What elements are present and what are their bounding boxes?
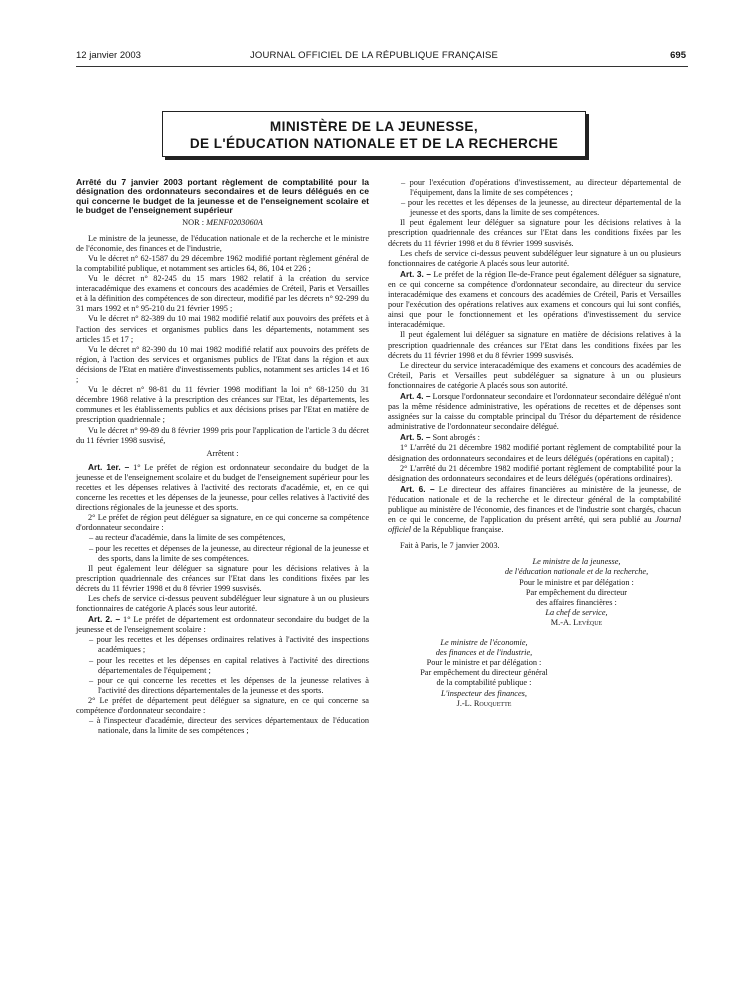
article-5-paragraph: 2° L'arrêté du 21 décembre 1982 modifié portant règlement de comptabilité pour la désignation des ordonnateurs secondaires et de leurs délégués (opérations ordinaires). bbox=[388, 463, 681, 483]
preamble-paragraph: Vu le décret n° 82-245 du 15 mars 1982 relatif à la création du service interacadémique des examens et concours des académies de Créteil, Paris et Versailles et à la définition des compétences de son directeur, modifié par les décrets n° 92-299 du 31 mars 1992 et n° 95-210 du 21 février 1995 ; bbox=[76, 274, 369, 314]
article-5-label: Art. 5. – bbox=[400, 432, 431, 443]
preamble-paragraph: Vu le décret n° 99-89 du 8 février 1999 pris pour l'application de l'article 3 du décret du 11 février 1998 susvisé, bbox=[76, 425, 369, 445]
article-1-paragraph: Art. 1er. – 1° Le préfet de région est ordonnateur secondaire du budget de la jeunesse et de l'enseignement scolaire et du budget de l'enseignement supérieur pour les recettes et les dépenses relatives à l'activité des rectorats d'académie, et, en ce qui concerne les recettes et les dépenses de la jeunesse, pour celles relatives à l'activité des directions régionales de la jeunesse et des sports. bbox=[76, 461, 369, 513]
article-1-paragraph: Il peut également leur déléguer sa signature pour les décisions relatives à la prescription quadriennale des créances sur l'Etat dans les conditions fixées par les décrets du 11 février 1998 et du 8 février 1999 susvisés. bbox=[76, 563, 369, 593]
article-1-list bbox=[76, 533, 369, 563]
header-journal-title: JOURNAL OFFICIEL DE LA RÉPUBLIQUE FRANÇAISE bbox=[249, 50, 499, 61]
article-3-label: Art. 3. – bbox=[400, 268, 431, 279]
article-2-paragraph: Les chefs de service ci-dessus peuvent subdéléguer leur signature à un ou plusieurs fonctionnaires de catégorie A placés sous leur autorité. bbox=[388, 248, 681, 268]
article-1-paragraph: 2° Le préfet de région peut déléguer sa signature, en ce qui concerne sa compétence d'ordonnateur secondaire : bbox=[76, 513, 369, 533]
list-item: – à l'inspecteur d'académie, directeur des services départementaux de l'éducation nationale, dans la limite de ses compétences ; bbox=[76, 716, 369, 736]
article-4-label: Art. 4. – bbox=[400, 390, 431, 401]
article-3-paragraph: Art. 3. – Le préfet de la région Ile-de-France peut également déléguer sa signature, en ce qui concerne sa compétence d'ordonnateur secondaire, au directeur du service interacadémique des examens et concours des académies de Créteil, Paris et Versailles pour l'exécution des opérations relatives aux examens et concours qui lui sont confiés, ainsi que pour le fonctionnement et les opérations d'investissement du service interacadémique. bbox=[388, 268, 682, 330]
header-page-number: 695 bbox=[670, 50, 686, 61]
article-2-list bbox=[76, 716, 369, 736]
decree-title: Arrêté du 7 janvier 2003 portant règlement de comptabilité pour la désignation des ordonnateurs secondaires et de leurs délégués en ce qui concerne le budget de la jeunesse et de l'enseignement scolaire et le budget de l'enseignement supérieur bbox=[76, 177, 369, 216]
preamble-paragraph: Le ministre de la jeunesse, de l'éducation nationale et de la recherche et le ministre de l'économie, des finances et de l'industrie, bbox=[76, 233, 369, 253]
preamble-paragraph: Vu le décret n° 82-389 du 10 mai 1982 modifié relatif aux pouvoirs des préfets et à l'action des services et organismes publics dans les départements, notamment ses articles 15 et 17 ; bbox=[76, 314, 369, 344]
nor-label: NOR : bbox=[182, 217, 205, 227]
article-2-list bbox=[76, 635, 369, 696]
list-item: – pour les recettes et les dépenses en capital relatives à l'activité des directions départementales de l'équipement ; bbox=[76, 656, 369, 676]
article-1-label: Art. 1er. – bbox=[88, 461, 130, 472]
ministry-line-2: DE L'ÉDUCATION NATIONALE ET DE LA RECHERCHE bbox=[189, 136, 559, 151]
article-3-paragraph: Il peut également lui déléguer sa signature en matière de décisions relatives à la prescription quadriennale des créances sur l'Etat dans les conditions fixées par les décrets du 11 février 1998 et du 8 février 1999 susvisés. bbox=[388, 330, 681, 360]
left-column bbox=[76, 178, 369, 736]
signature-block-economy: Le ministre de l'économie, des finances et de l'industrie, Pour le ministre et par délégation : Par empêchement du directeur général de la comptabilité publique : L'inspecteur des finances, J.-L. Rouquette bbox=[388, 638, 568, 709]
ministry-line-1: MINISTÈRE DE LA JEUNESSE, bbox=[269, 119, 479, 134]
list-item: – au recteur d'académie, dans la limite de ses compétences, bbox=[76, 533, 369, 543]
list-item: – pour les recettes et les dépenses ordinaires relatives à l'activité des inspections académiques ; bbox=[76, 635, 369, 655]
arretent-heading: Arrêtent : bbox=[206, 448, 239, 458]
list-item: – pour les recettes et les dépenses de la jeunesse, au directeur départemental de la jeunesse et des sports, dans la limite de ses compétences. bbox=[388, 198, 681, 218]
article-6-paragraph: Art. 6. – Le directeur des affaires financières au ministère de la jeunesse, de l'éducation nationale et de la recherche et le directeur général de la comptabilité publique au ministère de l'économie, des finances et de l'industrie sont chargés, chacun en ce qui le concerne, de l'application du présent arrêté, qui sera publié au Journal officiel de la République française. bbox=[388, 483, 681, 535]
article-2-paragraph: 2° Le préfet de département peut déléguer sa signature, en ce qui concerne sa compétence d'ordonnateur secondaire : bbox=[76, 695, 369, 716]
article-4-paragraph: Art. 4. – Lorsque l'ordonnateur secondaire et l'ordonnateur secondaire délégué n'ont pas la même résidence administrative, les opérations de recettes et de dépenses sont assignées sur la caisse du comptable principal du Trésor du département de résidence administrative de l'ordonnateur secondaire délégué. bbox=[388, 390, 681, 432]
nor-reference bbox=[76, 218, 369, 228]
preamble-paragraph: Vu le décret n° 82-390 du 10 mai 1982 modifié relatif aux pouvoirs des préfets de région, à l'action des services et organismes publics de l'Etat dans la région et aux décisions de l'Etat en matière d'investissements publics, notamment ses articles 14 et 16 ; bbox=[76, 344, 369, 385]
article-2-paragraph: Art. 2. – 1° Le préfet de département est ordonnateur secondaire du budget de la jeunesse et de l'enseignement scolaire : bbox=[76, 614, 369, 635]
preamble-paragraph: Vu le décret n° 62-1587 du 29 décembre 1962 modifié portant règlement général de la comptabilité publique, et notamment ses articles 64, 86, 104 et 226 ; bbox=[76, 253, 369, 273]
nor-code: MENF0203060A bbox=[206, 217, 263, 227]
list-item: – pour l'exécution d'opérations d'investissement, au directeur départemental de l'équipement, dans la limite de ses compétences ; bbox=[388, 178, 681, 198]
article-3-paragraph: Le directeur du service interacadémique des examens et concours des académies de Créteil, Paris et Versailles peut subdéléguer sa signature à un ou plusieurs fonctionnaires de catégorie A placés sous son autorité. bbox=[388, 360, 681, 390]
article-5-paragraph: 1° L'arrêté du 21 décembre 1982 modifié portant règlement de comptabilité pour la désignation des ordonnateurs secondaires et de leurs délégués (opérations en capital) ; bbox=[388, 443, 681, 463]
ministry-heading-box bbox=[162, 111, 586, 157]
right-column bbox=[388, 178, 681, 709]
article-6-label: Art. 6. – bbox=[400, 483, 435, 494]
signatory-name: M.-A. Levêque bbox=[550, 617, 603, 627]
header-rule bbox=[76, 66, 688, 67]
list-item: – pour les recettes et dépenses de la jeunesse, au directeur régional de la jeunesse et des sports, dans la limite de ses compétences. bbox=[76, 544, 369, 564]
article-2-list bbox=[388, 178, 681, 218]
list-item: – pour ce qui concerne les recettes et les dépenses de la jeunesse relatives à l'activité des directions départementales de la jeunesse et des sports. bbox=[76, 676, 369, 696]
header-date: 12 janvier 2003 bbox=[76, 50, 141, 61]
article-1-paragraph: Les chefs de service ci-dessus peuvent subdéléguer leur signature à un ou plusieurs fonctionnaires de catégorie A placés sous leur autorité. bbox=[76, 594, 369, 614]
article-2-paragraph: Il peut également leur déléguer sa signature pour les décisions relatives à la prescription quadriennale des créances sur l'Etat dans les conditions fixées par les décrets du 11 février 1998 et du 8 février 1999 susvisés. bbox=[388, 218, 681, 248]
article-2-label: Art. 2. – bbox=[88, 614, 121, 625]
signatory-name: J.-L. Rouquette bbox=[456, 698, 512, 708]
signature-place-date: Fait à Paris, le 7 janvier 2003. bbox=[400, 541, 500, 551]
preamble-paragraph: Vu le décret n° 98-81 du 11 février 1998 modifiant la loi n° 68-1250 du 31 décembre 1968 relative à la prescription des créances sur l'Etat, les départements, les communes et les établissements publics et aux décisions prises par l'Etat en matière de prescription quadriennale ; bbox=[76, 385, 369, 425]
article-5-paragraph: Art. 5. – Sont abrogés : bbox=[400, 432, 480, 443]
signature-block-education: Le ministre de la jeunesse, de l'éducation nationale et de la recherche, Pour le ministre et par délégation : Par empêchement du directeur des affaires financières : La chef de service, M.-A. Levêque bbox=[388, 557, 681, 628]
